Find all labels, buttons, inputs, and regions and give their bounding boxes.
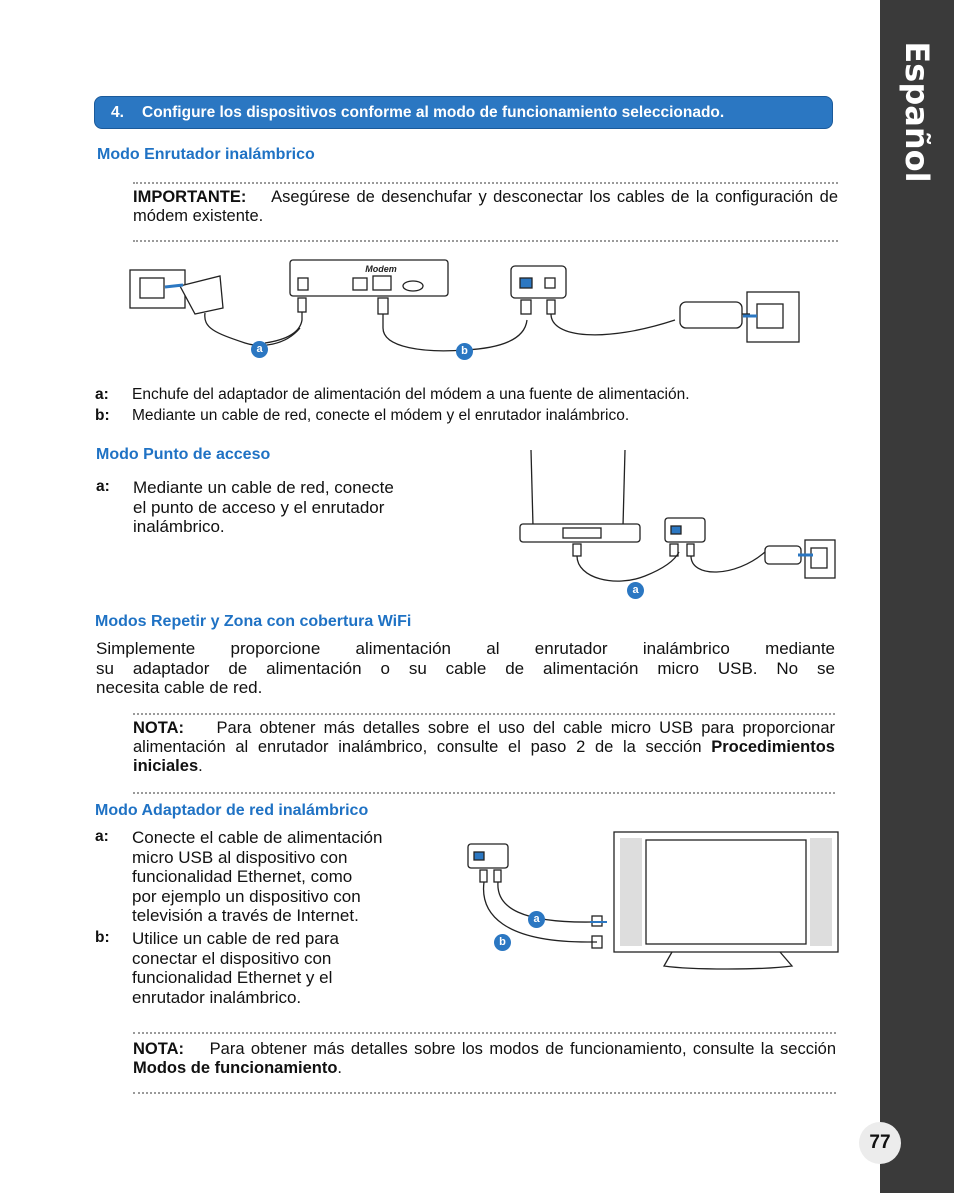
text-line: necesita cable de red.: [96, 678, 263, 697]
note-text: Para obtener más detalles sobre el uso del cable micro USB para proporcionar alimentación al enrutador inalámbrico, consulte el paso 2 de la sección: [133, 719, 835, 756]
important-note: [133, 188, 838, 226]
item-text: Enchufe del adaptador de alimentación del módem a una fuente de alimentación.: [132, 386, 690, 403]
important-text: Asegúrese de desenchufar y desconectar los cables de la configuración de módem existente.: [133, 188, 839, 225]
divider: [133, 792, 835, 794]
step-number: 4.: [111, 104, 124, 121]
text-line: Conecte el cable de alimentación: [132, 828, 383, 847]
text-line: enrutador inalámbrico.: [132, 987, 302, 1007]
item-label: b:: [95, 929, 110, 946]
repeater-mode-heading: Modos Repetir y Zona con cobertura WiFi: [95, 613, 412, 630]
note-label: NOTA:: [133, 719, 185, 737]
item-label: a:: [96, 478, 110, 495]
power-adapter-icon: [680, 302, 742, 328]
divider: [133, 1032, 836, 1034]
callout-a: a: [251, 341, 268, 358]
text-line: Mediante un cable de red, conecte: [133, 478, 394, 497]
wall-outlet-icon: [130, 270, 185, 308]
divider: [133, 240, 838, 242]
text-line: su adaptador de alimentación o su cable de alimentación micro USB. No se: [96, 658, 835, 678]
text-line: funcionalidad Ethernet y el: [132, 968, 333, 987]
text-line: funcionalidad Ethernet, como: [132, 867, 353, 886]
item-label: a:: [95, 386, 109, 403]
repeater-note: [133, 719, 835, 776]
divider: [133, 713, 835, 715]
divider: [133, 1092, 836, 1094]
note-section-ref: Procedimientos iniciales: [133, 738, 835, 775]
adapter-note: [133, 1040, 836, 1078]
ap-mode-diagram: [515, 448, 840, 588]
wall-outlet-icon: [805, 540, 835, 578]
callout-a: a: [528, 911, 545, 928]
important-label: IMPORTANTE:: [133, 188, 247, 206]
text-line: por ejemplo un dispositivo con: [132, 886, 361, 906]
callout-b: b: [494, 934, 511, 951]
access-point-icon: [520, 524, 640, 542]
router-mode-heading: Modo Enrutador inalámbrico: [97, 146, 315, 163]
note-end: .: [337, 1059, 343, 1077]
divider: [133, 182, 838, 184]
ap-mode-heading: Modo Punto de acceso: [96, 446, 271, 463]
router-icon: [511, 266, 566, 298]
text-line: televisión a través de Internet.: [132, 906, 359, 925]
item-label: b:: [95, 407, 110, 424]
note-end: .: [198, 757, 203, 775]
callout-b: b: [456, 343, 473, 360]
item-text: Mediante un cable de red, conecte el módem y el enrutador inalámbrico.: [132, 407, 630, 424]
adapter-mode-heading: Modo Adaptador de red inalámbrico: [95, 802, 369, 819]
note-section-ref: Modos de funcionamiento: [133, 1059, 338, 1077]
note-label: NOTA:: [133, 1040, 185, 1058]
text-line: inalámbrico.: [133, 517, 225, 536]
step-text: Configure los dispositivos conforme al modo de funcionamiento seleccionado.: [142, 104, 725, 121]
item-label: a:: [95, 828, 109, 845]
ap-item-text: [133, 478, 394, 537]
adapter-item-a-text: [132, 828, 382, 926]
adapter-mode-diagram: [462, 828, 842, 986]
note-text: Para obtener más detalles sobre los modos de funcionamiento, consulte la sección: [209, 1040, 836, 1058]
text-line: Simplemente proporcione alimentación al enrutador inalámbrico mediante: [96, 639, 835, 658]
page-number: 77: [859, 1122, 901, 1164]
step-banner: [94, 96, 833, 129]
language-tab-label: Español: [898, 41, 936, 183]
adapter-item-b-text: [132, 929, 339, 1007]
repeater-text: [96, 639, 835, 698]
text-line: conectar el dispositivo con: [132, 948, 332, 968]
text-line: Utilice un cable de red para: [132, 929, 339, 948]
callout-a: a: [627, 582, 644, 599]
text-line: el punto de acceso y el enrutador: [133, 497, 385, 517]
modem-label: Modem: [365, 264, 397, 274]
power-adapter-icon: [765, 546, 801, 564]
text-line: micro USB al dispositivo con: [132, 847, 348, 867]
tv-icon: [614, 832, 838, 952]
